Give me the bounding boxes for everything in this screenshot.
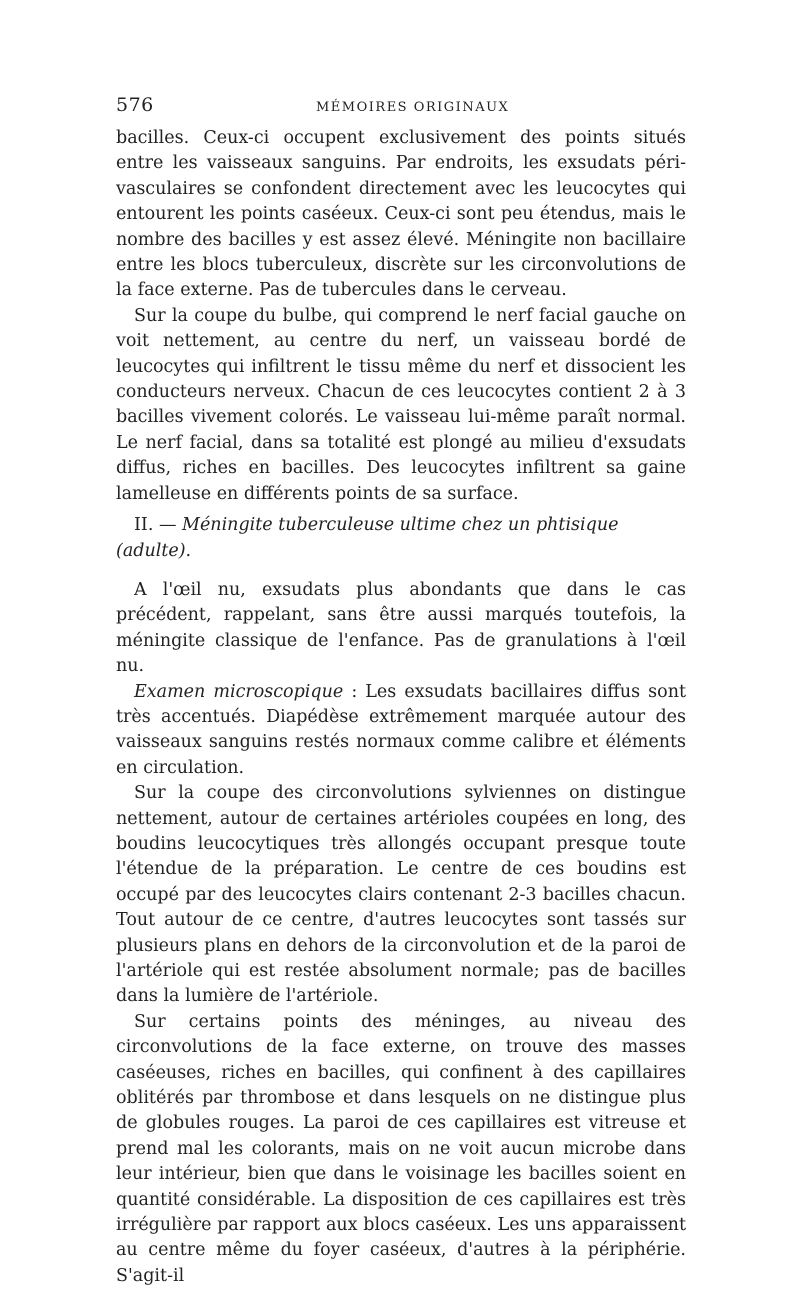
paragraph-2: Sur la coupe du bulbe, qui comprend le nerf facial gauche on voit nettement, au centre du nerf, un vaisseau bordé de leucocytes qui infiltrent le tissu même du nerf et dissocient les conducteurs nerveux. Chacun de ces leucocytes contient 2 à 3 bacilles vivement colorés. Le vaisseau lui-même paraît normal. Le nerf facial, dans sa totalité est plongé au milieu d'exsudats diffus, riches en bacilles. Des leucocytes infiltrent sa gaine lamelleuse en différents points de sa surface. bbox=[116, 305, 686, 504]
section-title: Méningite tuberculeuse ultime chez un phtisique bbox=[182, 515, 619, 536]
section-number: II. — bbox=[134, 515, 177, 536]
paragraph-4 bbox=[116, 680, 686, 782]
paragraph-1: bacilles. Ceux-ci occupent exclusivement des points situés entre les vaisseaux sanguins. Par endroits, les exsudats péri-vasculaires se confondent directement avec les leucocytes qui entourent les points caséeux. Ceux-ci sont peu étendus, mais le nombre des bacilles y est assez élevé. Méningite non bacillaire entre les blocs tuberculeux, discrète sur les circonvolutions de la face externe. Pas de tubercules dans le cerveau. bbox=[116, 128, 686, 301]
section-subtitle: (adulte). bbox=[116, 540, 192, 561]
section-heading bbox=[116, 513, 686, 564]
book-page bbox=[116, 92, 686, 1289]
page-header bbox=[116, 92, 686, 126]
paragraph-6: Sur certains points des méninges, au niveau des circonvolutions de la face externe, on trouve des masses caséeuses, riches en bacilles, qui confinent à des capillaires oblitérés par thrombose et dans lesquels on ne distingue plus de globules rouges. La paroi de ces capillaires est vitreuse et prend mal les colorants, mais on ne voit aucun microbe dans leur intérieur, bien que dans le voisinage les bacilles soient en quantité considérable. La disposition de ces capillaires est très irrégulière par rapport aux blocs caséeux. Les uns apparaissent au centre même du foyer caséeux, d'autres à la périphérie. S'agit-il bbox=[116, 1011, 686, 1286]
running-head: MÉMOIRES ORIGINAUX bbox=[316, 100, 510, 115]
page-number: 576 bbox=[116, 94, 154, 116]
paragraph-4-text: : Les exsudats bacillaires diffus sont très accentués. Diapédèse extrêmement marquée autour des vaisseaux sanguins restés normaux comme calibre et éléments en circulation. bbox=[116, 681, 687, 778]
paragraph-5: Sur la coupe des circonvolutions sylviennes on distingue nettement, autour de certaines artérioles coupées en long, des boudins leucocytiques très allongés occupant presque toute l'étendue de la préparation. Le centre de ces boudins est occupé par des leucocytes clairs contenant 2-3 bacilles chacun. Tout autour de ce centre, d'autres leucocytes sont tassés sur plusieurs plans en dehors de la circonvolution et de la paroi de l'artériole qui est restée absolument normale; pas de bacilles dans la lumière de l'artériole. bbox=[116, 783, 686, 1007]
paragraph-4-lead: Examen microscopique bbox=[134, 681, 344, 702]
paragraph-3: A l'œil nu, exsudats plus abondants que dans le cas précédent, rappelant, sans être aussi marqués toutefois, la méningite classique de l'enfance. Pas de granulations à l'œil nu. bbox=[116, 579, 686, 677]
